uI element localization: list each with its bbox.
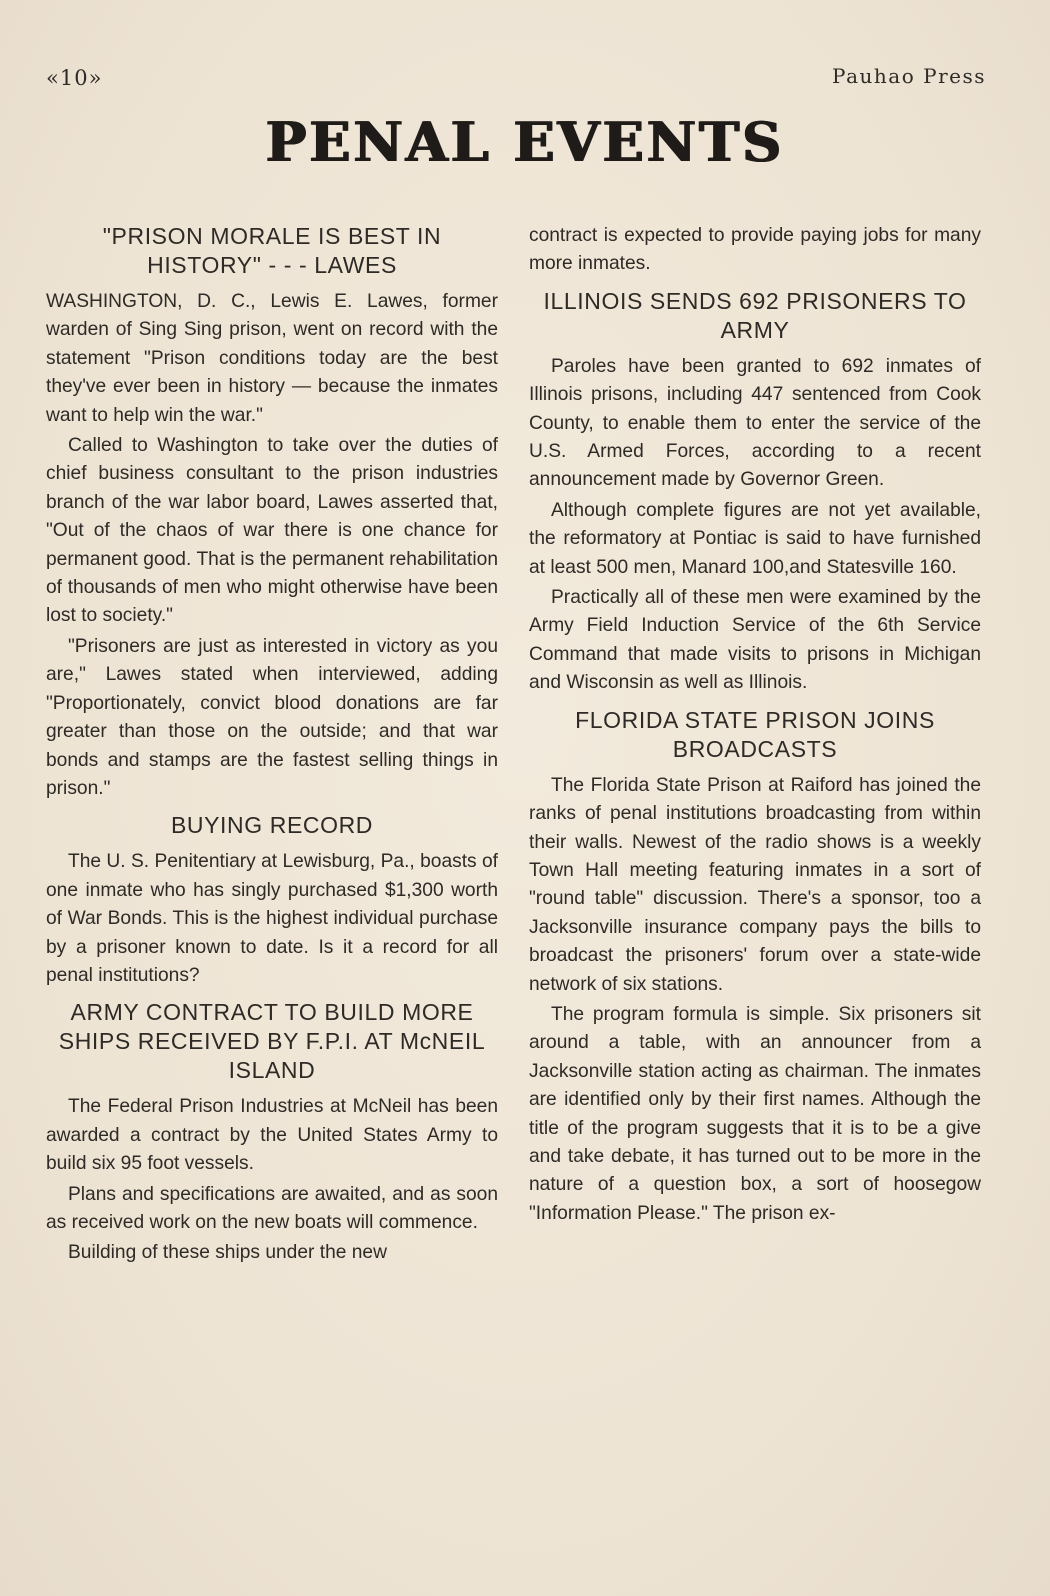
headline-buying-record: BUYING RECORD	[170, 812, 374, 839]
article-paragraph: The Florida State Prison at Raiford has joined the ranks of penal institutions broadcasting from within their walls. Newest of the radio shows is a weekly Town Hall meeting featuring inmates in a sort of "round table" discussion. There's a sponsor, too a Jacksonville insurance company pays the bills to broadcast the prisoners' forum over a state-wide network of six stations.	[529, 774, 981, 995]
article-paragraph: The Federal Prison Industries at McNeil has been awarded a contract by the United States Army to build six 95 foot vessels.	[46, 1096, 498, 1175]
article-paragraph: The program formula is simple. Six prisoners sit around a table, with an announcer from a Jacksonville station acting as chairman. The inmates are identified only by their first names. Although the title of the program suggests that it is to be a give and take debate, it has turned out to be more in the nature of a question box, a sort of hoosegow "Information Please." The prison ex-	[529, 1003, 981, 1224]
headline-illinois: ILLINOIS SENDS 692 PRISONERS TO ARMY	[543, 287, 967, 343]
page-title: PENAL EVENTS	[265, 110, 785, 174]
article-paragraph: Paroles have been granted to 692 inmates of Illinois prisons, including 447 sentenced from Cook County, to enable them to enter the service of the U.S. Armed Forces, according to a recent announcement made by Governor Green.	[529, 355, 981, 491]
left-column	[46, 222, 498, 1270]
article-paragraph: "Prisoners are just as interested in victory as you are," Lawes stated when interviewed, adding "Proportionately, convict blood donations are far greater than those on the outside; and that war bonds and stamps are the fastest selling things in prison."	[46, 635, 498, 799]
article-paragraph: Called to Washington to take over the duties of chief business consultant to the prison industries branch of the war labor board, Lawes asserted that, "Out of the chaos of war there is one chance for permanent good. That is the permanent rehabilitation of thousands of men who might otherwise have been lost to society."	[46, 435, 498, 627]
headline-florida: FLORIDA STATE PRISON JOINS BROADCASTS	[575, 706, 935, 762]
article-paragraph: WASHINGTON, D. C., Lewis E. Lawes, former warden of Sing Sing prison, went on record with the statement "Prison conditions today are the best they've ever been in history — because the inmates want to help win the war."	[46, 291, 498, 426]
headline-prison-morale: "PRISON MORALE IS BEST IN HISTORY" - - - LAWES	[102, 223, 442, 278]
publication-name: Pauhao Press	[832, 64, 986, 88]
article-paragraph: The U. S. Penitentiary at Lewisburg, Pa., boasts of one inmate who has singly purchased $1,300 worth of War Bonds. This is the highest individual purchase by a prisoner known to date. Is it a record for all penal institutions?	[46, 851, 498, 986]
article-continuation: contract is expected to provide paying jobs for many more inmates.	[529, 225, 981, 275]
article-paragraph: Although complete figures are not yet available, the reformatory at Pontiac is said to have furnished at least 500 men, Manard 100,and Statesville 160.	[529, 499, 981, 578]
article-paragraph: Plans and specifications are awaited, and as soon as received work on the new boats will commence.	[46, 1183, 498, 1233]
article-paragraph: Building of these ships under the new	[68, 1242, 387, 1264]
article-paragraph: Practically all of these men were examined by the Army Field Induction Service of the 6th Service Command that made visits to prisons in Michigan and Wisconsin as well as Illinois.	[529, 587, 981, 694]
headline-army-contract: ARMY CONTRACT TO BUILD MORE SHIPS RECEIVED BY F.P.I. AT McNEIL ISLAND	[58, 999, 486, 1084]
right-column	[529, 222, 981, 1230]
page-number: «10»	[46, 66, 103, 90]
